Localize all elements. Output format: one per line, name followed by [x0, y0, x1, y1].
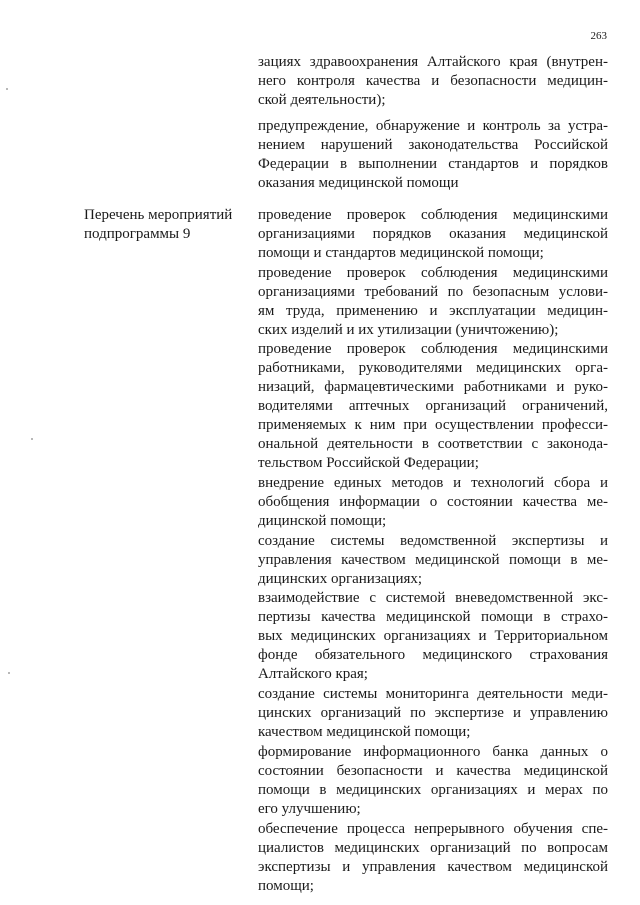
text-line: нением нарушений законодательства Российской: [258, 137, 608, 153]
text-line: пертизы качества медицинской помощи в страхо-: [258, 609, 608, 625]
text-line: зациях здравоохранения Алтайского края (внутрен-: [258, 54, 608, 70]
text-line: ских изделий и их утилизации (уничтожению);: [258, 322, 559, 338]
text-line: фонде обязательного медицинского страхования: [258, 647, 608, 663]
text-line: помощи и стандартов медицинской помощи;: [258, 245, 544, 261]
text-line: оказания медицинской помощи: [258, 175, 459, 191]
text-line: тельством Российской Федерации;: [258, 455, 479, 471]
text-line: предупреждение, обнаружение и контроль за устра-: [258, 118, 608, 134]
text-line: качеством медицинской помощи;: [258, 724, 471, 740]
text-line: внедрение единых методов и технологий сбора и: [258, 475, 608, 491]
text-line: формирование информационного банка данных о: [258, 744, 608, 760]
text-line: цинских организаций по экспертизе и управлению: [258, 705, 608, 721]
text-line: ям труда, применению и эксплуатации медицин-: [258, 303, 608, 319]
text-line: помощи;: [258, 878, 314, 894]
text-line: ской деятельности);: [258, 92, 386, 108]
text-line: помощи в медицинских организациях и мерах по: [258, 782, 608, 798]
text-line: применяемых к ним при осуществлении професси-: [258, 417, 608, 433]
page-number: 263: [590, 30, 607, 42]
text-line: циалистов медицинских организаций по вопросам: [258, 840, 608, 856]
text-line: проведение проверок соблюдения медицинскими: [258, 265, 608, 281]
text-line: создание системы ведомственной экспертизы и: [258, 533, 608, 549]
text-line: создание системы мониторинга деятельности меди-: [258, 686, 608, 702]
text-line: вых медицинских организациях и Территориальном: [258, 628, 608, 644]
text-line: низаций, фармацевтическими работниками и руко-: [258, 379, 608, 395]
text-line: Алтайского края;: [258, 666, 368, 682]
scan-speck: [8, 672, 10, 674]
text-line: дицинской помощи;: [258, 513, 387, 529]
text-line: взаимодействие с системой вневедомственной экс-: [258, 590, 608, 606]
label-line: подпрограммы 9: [84, 226, 191, 242]
text-line: работниками, руководителями медицинских орга-: [258, 360, 608, 376]
text-line: организациями порядков оказания медицинской: [258, 226, 608, 242]
text-line: Федерации в выполнении стандартов и порядков: [258, 156, 608, 172]
text-line: водителями аптечных организаций ограничений,: [258, 398, 608, 414]
label-line: Перечень мероприятий: [84, 207, 233, 223]
text-line: ональной деятельности в соответствии с законода-: [258, 436, 608, 452]
text-line: проведение проверок соблюдения медицинскими: [258, 341, 608, 357]
text-line: обеспечение процесса непрерывного обучения спе-: [258, 821, 608, 837]
text-line: него контроля качества и безопасности медицин-: [258, 73, 608, 89]
text-line: организациями требований по безопасным услови-: [258, 284, 608, 300]
text-line: дицинских организациях;: [258, 571, 423, 587]
text-line: состоянии безопасности и качества медицинской: [258, 763, 608, 779]
scan-speck: [31, 438, 33, 440]
text-line: обобщения информации о состоянии качества ме-: [258, 494, 608, 510]
scan-speck: [6, 88, 8, 90]
text-line: управления качеством медицинской помощи в ме-: [258, 552, 608, 568]
text-line: экспертизы и управления качеством медицинской: [258, 859, 608, 875]
text-line: его улучшению;: [258, 801, 361, 817]
text-line: проведение проверок соблюдения медицинскими: [258, 207, 608, 223]
